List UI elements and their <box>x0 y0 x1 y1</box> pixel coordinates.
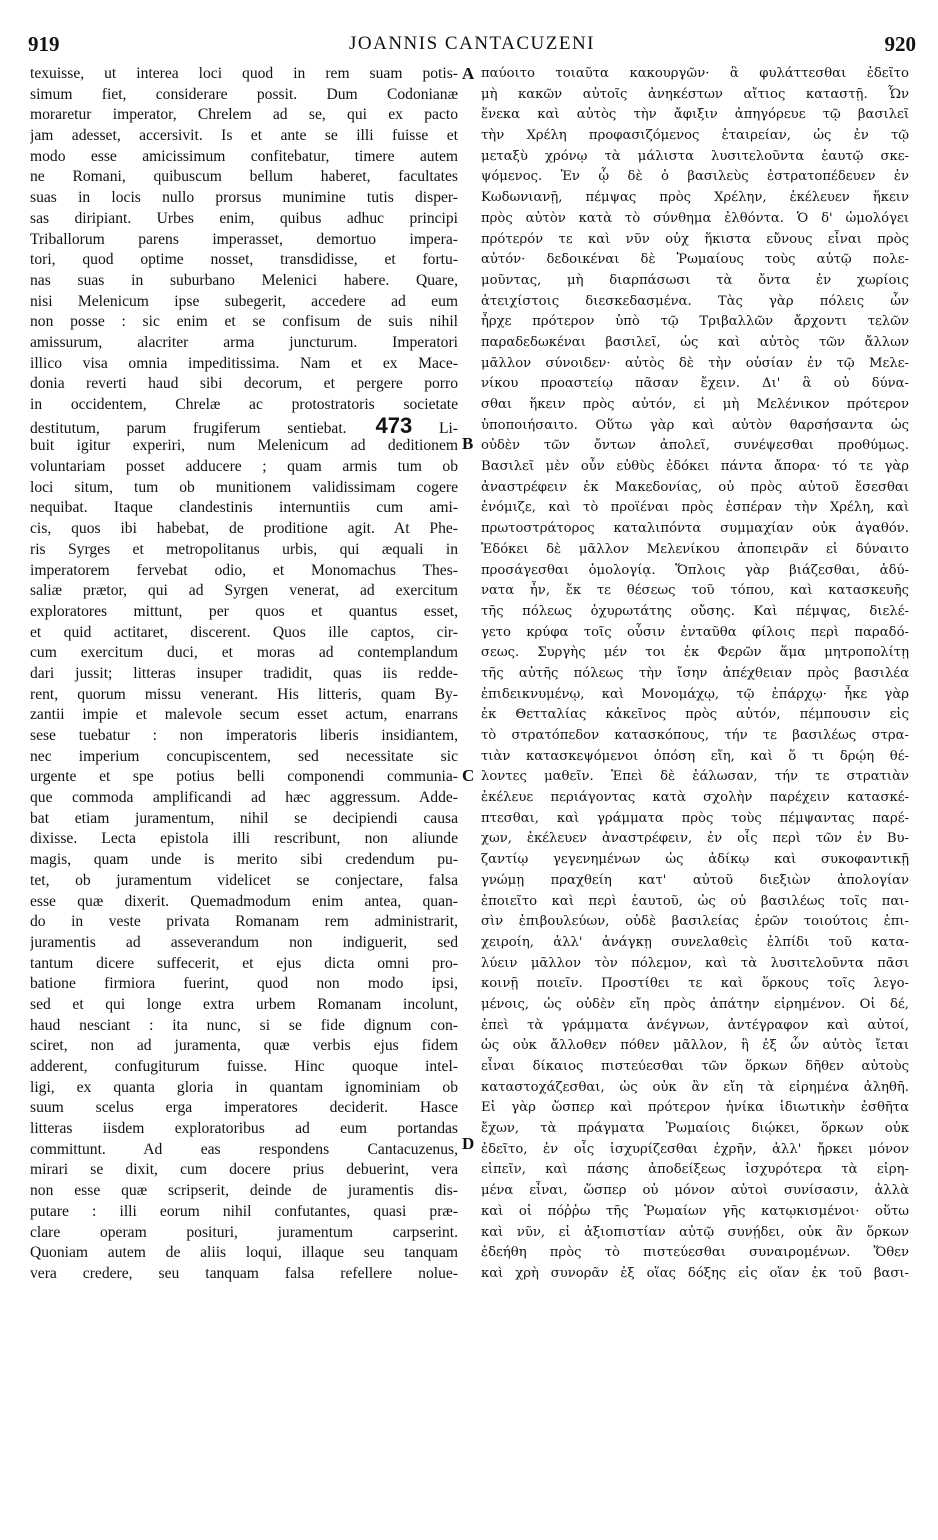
latin-text-line: tori, quod optime nosset, transdidisse, et fortu- <box>30 251 458 269</box>
latin-text-line: putare : illi eorum nihil confutantes, quasi præ- <box>30 1202 458 1220</box>
greek-text-line: καταστοχάζεσθαι, ὡς οὐκ ἂν εἴη τὰ εἰρημένα ἀληθῆ. <box>481 1079 909 1095</box>
greek-text-line: ἐκ Θετταλίας κἀκεῖνος πρὸς αὐτόν, πέμπουσιν εἰς <box>481 707 909 723</box>
greek-text-line: νίκου προαστείῳ πᾶσαν ἔχειν. Δι' ἃ οὐ δύνα- <box>481 376 909 392</box>
greek-text-line: χων, ἐκέλευεν ἀναστρέφειν, ἐν οἷς περὶ τῶν ἐν Βυ- <box>481 831 909 847</box>
latin-text-line: ligi, ex quanta gloria in quantam ignominiam ob <box>30 1078 458 1096</box>
latin-text-line: tantum dicere suffecerit, et ejus dicta omni pro- <box>30 954 458 972</box>
latin-text-line: bat etiam juramentum, nihil se decipiendi causa <box>30 809 458 827</box>
latin-text-line: suum scelus erga imperatores deciderit. Hasce <box>30 1099 458 1117</box>
latin-text-line: loci situm, tum ob munitionem validissimam cogere <box>30 478 458 496</box>
greek-text-line: εἶναι δίκαιος πιστεύεσθαι τῶν ὅρκων δῆθεν αὐτοὺς <box>481 1059 909 1074</box>
greek-text-line: μένοις, ὡς οὐδὲν εἴη πρὸς ἀπάτην εἰρημένον. Οἱ δέ, <box>481 996 909 1012</box>
latin-text-line: committunt. Ad eas respondens Cantacuzenus, <box>30 1140 458 1158</box>
greek-text-line: λοντες μαθεῖν. Ἐπεὶ δὲ ἑάλωσαν, τήν τε στρατιὰν <box>481 769 909 785</box>
greek-text-line: μὴ κακῶν αὐτοῖς ἀνηκέστων αἴτιος καταστῇ. Ὧν <box>481 86 909 102</box>
latin-text-line: nisi Melenicum ipse subegerit, accedere ad eum <box>30 292 458 310</box>
greek-text-line: σεως. Συργὴς μέν τοι ἐκ Φερῶν ἅμα μητροπολίτῃ <box>481 645 909 661</box>
latin-text-line: cum exercitum duci, et moras ad contemplandum <box>30 644 458 662</box>
greek-text-line: ἐπιδεικνυμένῳ, καὶ Μονομάχῳ, τῷ ἐπάρχῳ· ἧκε γὰρ <box>481 686 909 702</box>
latin-text-line: haud nesciant : ita nunc, si se fide dignum con- <box>30 1016 458 1034</box>
latin-text-line: saliæ prætor, qui ad Syrgen venerat, ad exercitum <box>30 582 458 600</box>
greek-text-line: Κωδωνιανῇ, πέμψας πρὸς Χρέλην, ἐκέλευεν ἥκειν <box>481 190 909 206</box>
latin-text-line: amissurum, alacriter arma juncturum. Imperatori <box>30 333 458 351</box>
latin-text-line: sese tuebatur : non imperatoris liberis insidiantem, <box>30 727 458 744</box>
latin-text-line: texuisse, ut interea loci quod in rem suam potis- <box>30 65 458 82</box>
greek-text-line: παύοιτο τοιαῦτα κακουργῶν· ἃ φυλάττεσθαι ἐδεῖτο <box>481 66 909 81</box>
greek-text-line: πρωτοστράτορος καταλιπόντα συμμαχίαν οὐκ ἀγαθόν. <box>481 521 909 537</box>
greek-text-line: Εἰ γὰρ ὥσπερ καὶ πρότερον ἡνίκα ἰδιωτικὴν ἐσθῆτα <box>481 1100 909 1116</box>
greek-text-line: σὶν ἐπιβουλεύων, οὐδὲ βασιλείας ἐρῶν τοιούτοις ἐπι- <box>481 914 909 930</box>
latin-text-line: suas in locis nullo prorsus munimine tutis disper- <box>30 189 458 207</box>
latin-column <box>30 64 458 1285</box>
latin-text-line: litteras iisdem exploratoribus ad eum portandas <box>30 1120 458 1138</box>
running-title: JOANNIS CANTACUZENI <box>349 33 595 54</box>
greek-text-line: ὑποποιήσαιτο. Οὕτω γὰρ καὶ αὐτὸν θαρσήσαντα ὡς <box>481 417 909 433</box>
greek-text-line: πτεσθαι, καὶ γράμματα πρὸς τοὺς πέμψαντας παρέ- <box>481 810 909 826</box>
latin-line-suffix: Li- <box>412 419 458 437</box>
latin-text-line: et quid actitaret, discerent. Quos ille captos, cir- <box>30 623 458 641</box>
page-number-left: 919 <box>28 32 60 56</box>
latin-text-line: sed et qui longe extra urbem Romanam incolunt, <box>30 995 458 1013</box>
greek-text-line: οὐδὲν τῶν ὄντων ἀπολεῖ, συνέψεσθαι προθύμως. <box>481 438 909 454</box>
greek-text-line: πρὸς αὐτὸν κατὰ τὸ σύνθημα ἐλθόντα. Ὁ δ' ὡμολόγει <box>481 210 909 226</box>
latin-text-line: in occidentem, Chrelæ ac protostratoris societate <box>30 396 458 413</box>
latin-text-line: batione firmiora fuerint, quod non modo ipsi, <box>30 975 458 993</box>
greek-text-line: Βασιλεῖ μὲν οὖν εὐθὺς ἐδόκει πάντα ἄπορα· τό τε γὰρ <box>481 459 909 475</box>
greek-text-line: ἐδεῖτο, ἐν οἷς ἰσχυρίζεσθαι ἐχρῆν, ἀλλ' ἤρκει μόνον <box>481 1141 909 1157</box>
latin-text-line: voluntariam posset adducere ; quam armis tum ob <box>30 458 458 476</box>
greek-text-line: ἀτειχίστοις διεσκεδασμένα. Τὰς γὰρ πόλεις ὧν <box>481 293 909 309</box>
greek-text-line: ἐδεήθη πρὸς τὸ πιστεύεσθαι συναιρομένων. Ὅθεν <box>481 1245 909 1261</box>
latin-text-line: nequibat. Itaque clandestinis internuntiis cum ami- <box>30 499 458 517</box>
greek-column <box>481 64 909 1285</box>
greek-text-line: λύειν μᾶλλον τὸν πόλεμον, καὶ τὰ λυσιτελοῦντα πᾶσι <box>481 955 909 971</box>
greek-text-line: τὴν Χρέλη προφασιζόμενος ἑταιρείαν, ὡς ἐν τῷ <box>481 128 909 144</box>
greek-text-line: ἦρχε πρότερον ὑπὸ τῷ Τριβαλλῶν ἄρχοντι τελῶν <box>481 314 909 330</box>
latin-text-line: sciret, non ad juramenta, quæ verbis ejus fidem <box>30 1037 458 1055</box>
greek-text-line: ἕνεκα καὶ αὐτὸς τὴν ἄφιξιν ἀπηγόρευε τῷ βασιλεῖ <box>481 107 909 123</box>
greek-text-line: προσάγεσθαι ὁμολογίᾳ. Ὅπλοις γὰρ βιάζεσθαι, ἀδύ- <box>481 562 909 578</box>
latin-text-line: dixisse. Lecta epistola illi rescribunt, non aliunde <box>30 830 458 848</box>
latin-text-line: Quoniam autem de aliis loqui, illaque seu tanquam <box>30 1244 458 1262</box>
greek-text-line: παραδεδωκέναι βασιλεῖ, ὡς καὶ αὐτὸς τῶν ἄλλων <box>481 334 909 350</box>
latin-text-line: cis, quos ibi habebat, de proditione agit. At Phe- <box>30 520 458 538</box>
latin-text-line: urgente et spe potius belli componendi communia- <box>30 768 458 786</box>
page-header <box>28 32 916 60</box>
latin-text-line: jam adesset, accersivit. Is et ante se illi fuisse et <box>30 127 458 145</box>
latin-text-line: simum fiet, considerare possit. Dum Codonianæ <box>30 85 458 103</box>
greek-text-line: πρότερόν τε καὶ νῦν οὐχ ἥκιστα εὔνους εἶναι πρὸς <box>481 231 909 247</box>
greek-text-line: ἐνόμιζε, καὶ τὸ προϊέναι πρὸς ἑσπέραν τὴν Χρέλη, καὶ <box>481 500 909 516</box>
greek-text-line: ὡς οὐκ ἄλλοθεν πόθεν μᾶλλον, ἢ ἐξ ὧν αὐτὸς ἴεται <box>481 1038 909 1054</box>
latin-text-line: modo esse amicissimum confitebatur, timere autem <box>30 147 458 165</box>
latin-text-line: juramentis ad asseverandum non indiguerit, sed <box>30 933 458 951</box>
greek-text-line: ψόμενος. Ἐν ᾧ δὲ ὁ βασιλεὺς ἐστρατοπέδευεν ἐν <box>481 169 909 185</box>
latin-text-line: moraretur imperator, Chrelem ad se, qui ex pacto <box>30 106 458 124</box>
greek-text-line: καὶ χρὴ συνορᾶν ἐξ οἵας δόξης εἰς οἵαν ἐκ τοῦ βασι- <box>481 1265 909 1281</box>
greek-text-line: ἐποιεῖτο καὶ περὶ ἑαυτοῦ, ὡς οὐ βασιλέως τοῖς παι- <box>481 893 909 909</box>
latin-text-line: ne Romani, quibuscum bellum haberet, facultates <box>30 168 458 186</box>
greek-text-line: Ἐδόκει δὲ μᾶλλον Μελενίκου ἀποπειρᾶν εἰ δύναιτο <box>481 541 909 557</box>
greek-text-line: καὶ οἱ πόῤῥω τῆς Ῥωμαίων γῆς κατῳκισμένοι· οὕτω <box>481 1203 909 1219</box>
latin-text-line: vera credere, seu tanquam falsa refellere nolue- <box>30 1264 458 1282</box>
greek-text-line: τὸ στρατόπεδον κατασκόπους, τήν τε βασιλέως στρα- <box>481 728 909 743</box>
latin-text-line: nas suas in suburbano Melenici habere. Quare, <box>30 271 458 289</box>
greek-text-line: εἰπεῖν, καὶ πάσης ἀποδείξεως ἰσχυρότερα τὰ εἰρη- <box>481 1162 909 1178</box>
greek-text-line: γνώμῃ πραχθείη κατ' αὐτοῦ διεξιὼν ἀπολογίαν <box>481 872 909 888</box>
greek-text-line: μᾶλλον σύνοιδεν· αὐτὸς δὲ τὴν οὐσίαν ἐν τῷ Μελε- <box>481 355 909 371</box>
greek-text-line: καὶ νῦν, εἰ ἀξιοπιστίαν αὐτῷ συνῄδει, οὐκ ἂν ὅρκων <box>481 1224 909 1240</box>
greek-text-line: κοινῇ ποιεῖν. Προστίθει τε καὶ ὅρκους τοῖς λεγο- <box>481 976 909 992</box>
greek-text-line: τῆς αὐτῆς πόλεως τὴν ἴσην ἀπέχθειαν πρὸς βασιλέα <box>481 665 909 681</box>
latin-text-line: do in veste privata Romanam rem administrarit, <box>30 913 458 931</box>
latin-text-line: ris Syrges et metropolitanus urbis, qui æquali in <box>30 540 458 558</box>
latin-text-line: Triballorum parens imperasset, demortuo impera- <box>30 230 458 248</box>
margin-letter-b: B <box>462 434 474 453</box>
latin-text-line: que commoda amplificandi ad hæc aggressum. Adde- <box>30 789 458 807</box>
greek-text-line: χειροίη, ἀλλ' ἀνάγκῃ συνελαθεὶς ἐλπίδι τοῦ κατα- <box>481 934 909 950</box>
greek-text-line: τιὰν κατασκεψόμενοι ὁπόση εἴη, καὶ ὅ τι δρῴη θέ- <box>481 748 909 764</box>
latin-text-line: esse quæ dixerit. Quemadmodum enim antea, quan- <box>30 892 458 910</box>
latin-text-line: clare operam posituri, juramentum carpserint. <box>30 1223 458 1241</box>
greek-text-line: γετο κρύφα τοῖς οὖσιν ἐνταῦθα φίλοις περὶ παραδό- <box>481 624 909 640</box>
latin-text-line: adderent, confugiturum fuisse. Hinc quoque intel- <box>30 1058 458 1075</box>
latin-text-line: buit igitur experiri, num Melenicum ad deditionem <box>30 437 458 455</box>
latin-text-line: sas diripiant. Urbes enim, quibus adhuc principi <box>30 209 458 227</box>
latin-text-line: mirari se dixit, cum docere prius debuerint, vera <box>30 1161 458 1179</box>
greek-text-line: μεταξὺ χρόνῳ τὰ μάλιστα λυσιτελοῦντα ἑαυτῷ σκε- <box>481 148 909 164</box>
latin-text-line: imperatorem fervebat odio, et Monomachus Thes- <box>30 561 458 579</box>
latin-text-line: dari jussit; litteras insuper tradidit, quas iis redde- <box>30 664 458 682</box>
greek-text-line: σθαι ἥκειν πρὸς αὐτόν, εἰ μὴ Μελένικον πρότερον <box>481 397 909 412</box>
latin-text-line: tet, ob juramentum videlicet se conjectare, falsa <box>30 871 458 889</box>
latin-text-line: rent, quorum missu venerant. His litteris, quam By- <box>30 685 458 703</box>
greek-text-line: νατα ἦν, ἔκ τε θέσεως τοῦ τόπου, καὶ κατασκευῆς <box>481 583 909 599</box>
greek-text-line: ἀναστρέφειν ἐκ Μακεδονίας, οὐ πρὸς αὐτοῦ ἔσεσθαι <box>481 479 909 495</box>
latin-text-line: destitutum, parum frugiferum sentiebat. 473 Li- <box>30 416 458 437</box>
margin-letter-a: A <box>462 64 475 83</box>
greek-text-line: αὐτόν· δεδοικέναι δὲ Ῥωμαίους τοὺς αὐτῷ πολε- <box>481 252 909 268</box>
latin-text-line: nec imperium concupiscentem, sed necessitate sic <box>30 747 458 765</box>
greek-text-line: μοῦντας, μὴ διαρπάσωσι τὰ ὄντα ἐν χωρίοις <box>481 272 909 288</box>
latin-text-line: donia reverti haud sibi decorum, et pergere porro <box>30 375 458 393</box>
margin-letter-d: D <box>462 1134 475 1153</box>
reference-number: 473 <box>346 415 413 437</box>
greek-text-line: τῆς πόλεως ὀχυρωτάτης οὔσης. Καὶ πέμψας, διελέ- <box>481 603 909 619</box>
latin-text-line: zantii impie et malevole secum esset actum, enarrans <box>30 706 458 724</box>
greek-text-line: μένα εἶναι, ὥσπερ οὐ μόνον αὐτοὶ συνίσασιν, ἀλλὰ <box>481 1183 909 1199</box>
greek-text-line: ἐκέλευε περιάγοντας κατὰ σχολὴν παρέχειν κατασκέ- <box>481 790 909 806</box>
greek-text-line: ἐπεὶ τὰ γράμματα ἀνέγνων, ἀντέγραφον καὶ αὐτοί, <box>481 1017 909 1033</box>
greek-text-line: ἔχων, τὰ πράγματα Ῥωμαίοις διῴκει, ὅρκων οὐκ <box>481 1121 909 1137</box>
latin-text-line: non esse quæ scripserit, deinde de juramentis dis- <box>30 1182 458 1200</box>
latin-text-line: non posse : sic enim et se confisum de suis nihil <box>30 313 458 331</box>
latin-text-line: illico visa omnia impeditissima. Nam et ex Mace- <box>30 354 458 372</box>
page-number-right: 920 <box>884 32 916 56</box>
latin-text-line: exploratores mittunt, per quos et quantus esset, <box>30 602 458 620</box>
margin-letter-c: C <box>462 766 475 785</box>
greek-text-line: ζαντίῳ γεγενημένων ὡς ἀδίκῳ καὶ συκοφαντικῇ <box>481 852 909 868</box>
latin-text-line: magis, quam unde is merito sibi credendum pu- <box>30 851 458 869</box>
